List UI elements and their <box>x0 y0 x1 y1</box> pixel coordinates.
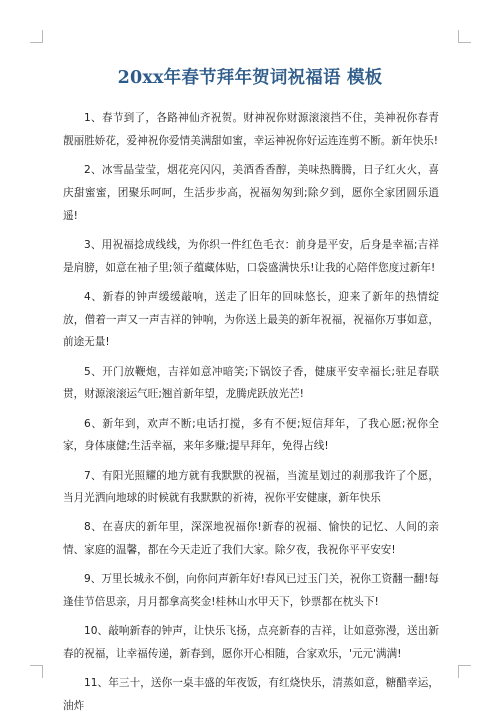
paragraph-2: 2、冰雪晶莹莹，烟花亮闪闪，美酒香香醇，美味热腾腾，日子红火火，喜庆甜蜜蜜，团聚乐呵呵，生活步步高，祝福匆匆到;除夕到，愿你全家团圆乐逍遥! <box>63 163 439 222</box>
crop-mark-top-right <box>458 30 471 43</box>
crop-mark-bottom-left <box>30 665 43 678</box>
paragraph-4: 4、新春的钟声缓缓敲响，送走了旧年的回味悠长，迎来了新年的热情绽放，僧着一声又一声吉祥的钟响，为你送上最美的新年祝福，祝福你万事如意，前途无量! <box>63 290 439 349</box>
paragraph-10: 10、敲响新春的钟声，让快乐飞扬，点亮新春的吉祥，让如意弥漫，送出新春的祝福，让幸福传递，新春到，愿你开心相随，合家欢乐，'元元'满满! <box>63 625 439 661</box>
document-body <box>63 107 439 724</box>
paragraph-7: 7、有阳光照耀的地方就有我默默的祝福，当流星划过的刹那我许了个愿，当月光洒向地球的时候就有我默默的祈祷，祝你平安健康，新年快乐 <box>63 469 439 505</box>
paragraph-3: 3、用祝福捻成线线，为你织一件红色毛衣：前身是平安，后身是幸福;吉祥是肩膀，如意在袖子里;领子蕴藏体贴，口袋盛满快乐!让我的心陪伴您度过新年! <box>63 238 439 274</box>
paragraph-6: 6、新年到，欢声不断;电话打搅，多有不便;短信拜年，了我心愿;祝你全家，身体康健;生活幸福，来年多赚;提早拜年，免得占线! <box>63 417 439 453</box>
crop-mark-top-left <box>30 30 43 43</box>
paragraph-8: 8、在喜庆的新年里，深深地祝福你!新春的祝福、愉快的记忆、人间的亲情、家庭的温馨，都在今天走近了我们大家。除夕夜，我祝你平平安安! <box>63 521 439 557</box>
crop-mark-bottom-right <box>458 665 471 678</box>
paragraph-9: 9、万里长城永不倒，向你问声新年好!春风已过玉门关，祝你工资翻一翻!每逢佳节倍思亲，月月都拿高奖金!桂林山水甲天下，钞票都在枕头下! <box>63 573 439 609</box>
paragraph-1: 1、春节到了，各路神仙齐祝贺。财神祝你财源滚滚挡不住，美神祝你春青靓丽胜娇花，爱神祝你爱情美满甜如蜜，幸运神祝你好运连连剪不断。新年快乐! <box>63 112 439 147</box>
paragraph-11: 11、年三十，送你一桌丰盛的年夜饭，有红烧快乐，清蒸如意，糖醋幸运，油炸 <box>63 677 439 713</box>
paragraph-5: 5、开门放鞭炮，吉祥如意冲暗笑;下锅饺子香，健康平安幸福长;驻足春联贯，财源滚滚运气旺;翘首新年望，龙腾虎跃放光芒! <box>63 365 439 401</box>
document-title: 20xx年春节拜年贺词祝福语 模板 <box>117 68 383 88</box>
